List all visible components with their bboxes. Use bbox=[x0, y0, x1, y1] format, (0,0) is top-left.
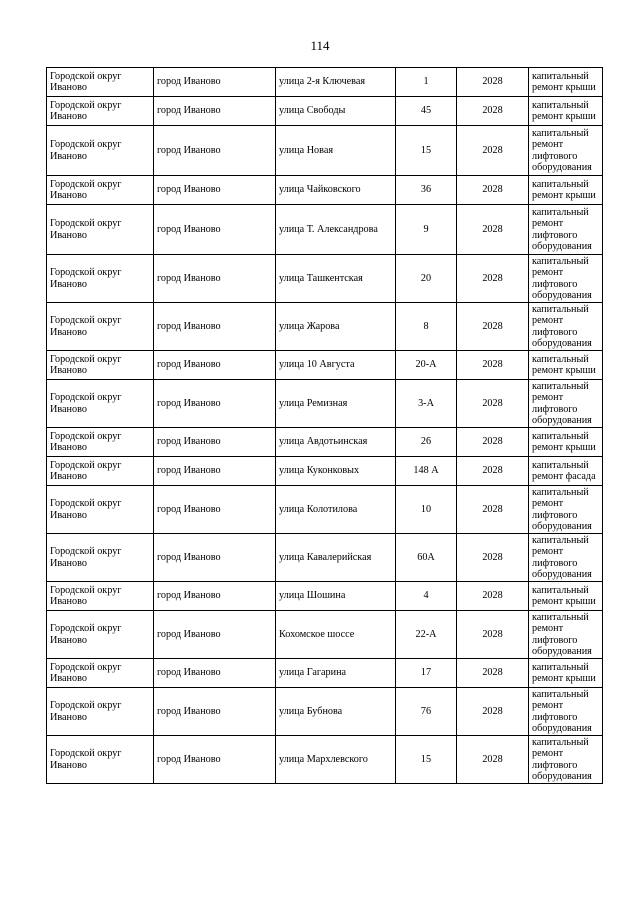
table-row bbox=[47, 176, 603, 205]
year-cell: 2028 bbox=[457, 534, 529, 582]
house-number-cell: 148 А bbox=[396, 457, 457, 486]
work-type-cell: капитальный ремонт лифтового оборудования bbox=[529, 688, 603, 736]
house-number-cell: 1 bbox=[396, 68, 457, 97]
district-cell: Городской округ Иваново bbox=[47, 736, 154, 784]
district-cell: Городской округ Иваново bbox=[47, 428, 154, 457]
district-cell: Городской округ Иваново bbox=[47, 351, 154, 380]
table-row bbox=[47, 534, 603, 582]
page-number: 114 bbox=[310, 38, 330, 53]
year-cell: 2028 bbox=[457, 659, 529, 688]
city-cell: город Иваново bbox=[154, 611, 276, 659]
housing-repair-table bbox=[46, 67, 603, 784]
year-cell: 2028 bbox=[457, 126, 529, 176]
work-type-cell: капитальный ремонт лифтового оборудования bbox=[529, 736, 603, 784]
city-cell: город Иваново bbox=[154, 582, 276, 611]
work-type-cell: капитальный ремонт крыши bbox=[529, 176, 603, 205]
year-cell: 2028 bbox=[457, 486, 529, 534]
work-type-cell: капитальный ремонт крыши bbox=[529, 68, 603, 97]
district-cell: Городской округ Иваново bbox=[47, 205, 154, 255]
street-cell: улица Шошина bbox=[276, 582, 396, 611]
street-cell: улица Свободы bbox=[276, 97, 396, 126]
district-cell: Городской округ Иваново bbox=[47, 486, 154, 534]
work-type-cell: капитальный ремонт лифтового оборудования bbox=[529, 611, 603, 659]
house-number-cell: 36 bbox=[396, 176, 457, 205]
house-number-cell: 3-А bbox=[396, 380, 457, 428]
year-cell: 2028 bbox=[457, 97, 529, 126]
district-cell: Городской округ Иваново bbox=[47, 659, 154, 688]
street-cell: улица Колотилова bbox=[276, 486, 396, 534]
city-cell: город Иваново bbox=[154, 351, 276, 380]
street-cell: улица 2-я Ключевая bbox=[276, 68, 396, 97]
city-cell: город Иваново bbox=[154, 255, 276, 303]
table-row bbox=[47, 126, 603, 176]
work-type-cell: капитальный ремонт лифтового оборудования bbox=[529, 205, 603, 255]
house-number-cell: 15 bbox=[396, 736, 457, 784]
table-row bbox=[47, 582, 603, 611]
year-cell: 2028 bbox=[457, 611, 529, 659]
year-cell: 2028 bbox=[457, 688, 529, 736]
street-cell: улица Чайковского bbox=[276, 176, 396, 205]
work-type-cell: капитальный ремонт лифтового оборудования bbox=[529, 486, 603, 534]
year-cell: 2028 bbox=[457, 255, 529, 303]
house-number-cell: 8 bbox=[396, 303, 457, 351]
work-type-cell: капитальный ремонт лифтового оборудования bbox=[529, 126, 603, 176]
street-cell: улица Ремизная bbox=[276, 380, 396, 428]
table-row bbox=[47, 97, 603, 126]
city-cell: город Иваново bbox=[154, 97, 276, 126]
table-row bbox=[47, 68, 603, 97]
city-cell: город Иваново bbox=[154, 486, 276, 534]
street-cell: улица Жарова bbox=[276, 303, 396, 351]
street-cell: улица 10 Августа bbox=[276, 351, 396, 380]
work-type-cell: капитальный ремонт крыши bbox=[529, 97, 603, 126]
city-cell: город Иваново bbox=[154, 534, 276, 582]
district-cell: Городской округ Иваново bbox=[47, 255, 154, 303]
table-body bbox=[47, 68, 603, 784]
city-cell: город Иваново bbox=[154, 68, 276, 97]
year-cell: 2028 bbox=[457, 351, 529, 380]
work-type-cell: капитальный ремонт лифтового оборудования bbox=[529, 534, 603, 582]
year-cell: 2028 bbox=[457, 582, 529, 611]
house-number-cell: 4 bbox=[396, 582, 457, 611]
table-row bbox=[47, 736, 603, 784]
house-number-cell: 76 bbox=[396, 688, 457, 736]
house-number-cell: 17 bbox=[396, 659, 457, 688]
city-cell: город Иваново bbox=[154, 303, 276, 351]
house-number-cell: 15 bbox=[396, 126, 457, 176]
city-cell: город Иваново bbox=[154, 736, 276, 784]
work-type-cell: капитальный ремонт крыши bbox=[529, 428, 603, 457]
street-cell: улица Т. Александрова bbox=[276, 205, 396, 255]
table-row bbox=[47, 351, 603, 380]
district-cell: Городской округ Иваново bbox=[47, 176, 154, 205]
table-row bbox=[47, 255, 603, 303]
house-number-cell: 20 bbox=[396, 255, 457, 303]
district-cell: Городской округ Иваново bbox=[47, 303, 154, 351]
year-cell: 2028 bbox=[457, 205, 529, 255]
district-cell: Городской округ Иваново bbox=[47, 688, 154, 736]
city-cell: город Иваново bbox=[154, 428, 276, 457]
city-cell: город Иваново bbox=[154, 380, 276, 428]
district-cell: Городской округ Иваново bbox=[47, 380, 154, 428]
year-cell: 2028 bbox=[457, 428, 529, 457]
district-cell: Городской округ Иваново bbox=[47, 611, 154, 659]
work-type-cell: капитальный ремонт крыши bbox=[529, 351, 603, 380]
house-number-cell: 45 bbox=[396, 97, 457, 126]
house-number-cell: 26 bbox=[396, 428, 457, 457]
city-cell: город Иваново bbox=[154, 659, 276, 688]
street-cell: улица Ташкентская bbox=[276, 255, 396, 303]
street-cell: улица Авдотьинская bbox=[276, 428, 396, 457]
city-cell: город Иваново bbox=[154, 126, 276, 176]
house-number-cell: 9 bbox=[396, 205, 457, 255]
city-cell: город Иваново bbox=[154, 688, 276, 736]
year-cell: 2028 bbox=[457, 736, 529, 784]
house-number-cell: 20-А bbox=[396, 351, 457, 380]
street-cell: улица Кавалерийская bbox=[276, 534, 396, 582]
table-row bbox=[47, 205, 603, 255]
table-row bbox=[47, 486, 603, 534]
street-cell: улица Куконковых bbox=[276, 457, 396, 486]
work-type-cell: капитальный ремонт фасада bbox=[529, 457, 603, 486]
work-type-cell: капитальный ремонт крыши bbox=[529, 659, 603, 688]
work-type-cell: капитальный ремонт крыши bbox=[529, 582, 603, 611]
house-number-cell: 60А bbox=[396, 534, 457, 582]
year-cell: 2028 bbox=[457, 457, 529, 486]
street-cell: улица Мархлевского bbox=[276, 736, 396, 784]
table-row bbox=[47, 659, 603, 688]
district-cell: Городской округ Иваново bbox=[47, 534, 154, 582]
house-number-cell: 22-А bbox=[396, 611, 457, 659]
city-cell: город Иваново bbox=[154, 176, 276, 205]
work-type-cell: капитальный ремонт лифтового оборудования bbox=[529, 303, 603, 351]
city-cell: город Иваново bbox=[154, 205, 276, 255]
city-cell: город Иваново bbox=[154, 457, 276, 486]
street-cell: улица Новая bbox=[276, 126, 396, 176]
district-cell: Городской округ Иваново bbox=[47, 126, 154, 176]
year-cell: 2028 bbox=[457, 68, 529, 97]
street-cell: улица Бубнова bbox=[276, 688, 396, 736]
district-cell: Городской округ Иваново bbox=[47, 457, 154, 486]
table-row bbox=[47, 688, 603, 736]
street-cell: Кохомское шоссе bbox=[276, 611, 396, 659]
table-row bbox=[47, 428, 603, 457]
district-cell: Городской округ Иваново bbox=[47, 97, 154, 126]
table-row bbox=[47, 611, 603, 659]
work-type-cell: капитальный ремонт лифтового оборудования bbox=[529, 380, 603, 428]
district-cell: Городской округ Иваново bbox=[47, 68, 154, 97]
year-cell: 2028 bbox=[457, 176, 529, 205]
table-row bbox=[47, 380, 603, 428]
street-cell: улица Гагарина bbox=[276, 659, 396, 688]
year-cell: 2028 bbox=[457, 380, 529, 428]
house-number-cell: 10 bbox=[396, 486, 457, 534]
year-cell: 2028 bbox=[457, 303, 529, 351]
work-type-cell: капитальный ремонт лифтового оборудования bbox=[529, 255, 603, 303]
district-cell: Городской округ Иваново bbox=[47, 582, 154, 611]
table-row bbox=[47, 457, 603, 486]
table-row bbox=[47, 303, 603, 351]
